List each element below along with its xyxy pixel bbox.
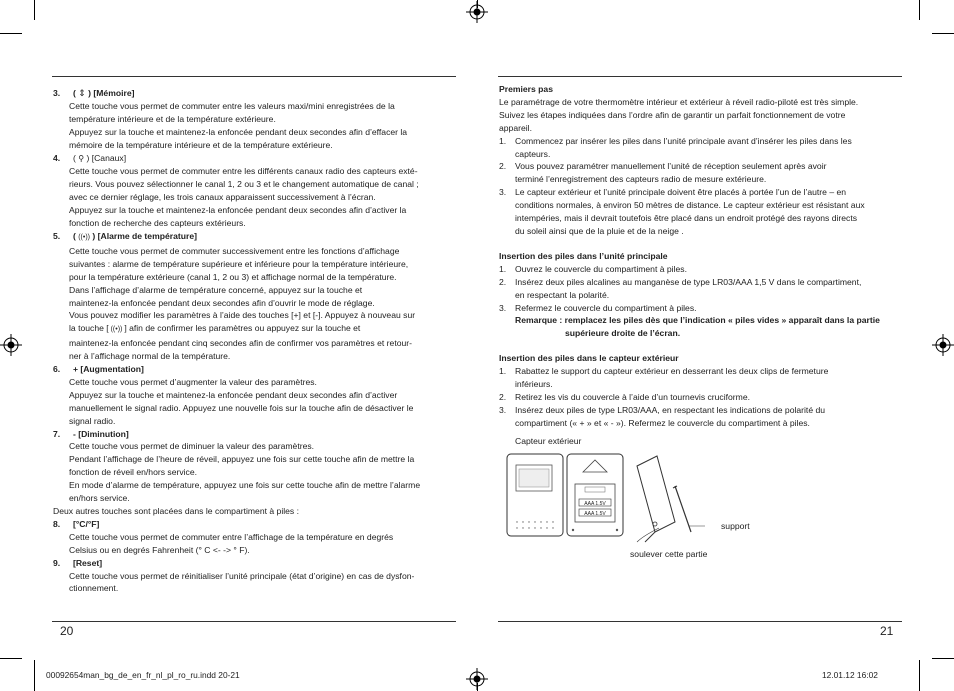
item-title: [Reset] bbox=[72, 557, 103, 568]
sensor-lcd bbox=[519, 469, 549, 487]
item-line: suivantes : alarme de température supérieure et inférieure pour la température intérieure, bbox=[69, 258, 409, 269]
sensor-step-2: 2. Retirez les vis du couvercle à l’aide d’un tournevis cruciforme. bbox=[499, 391, 750, 402]
step-line: en respectant la polarité. bbox=[515, 289, 610, 300]
item-line: ctionnement. bbox=[69, 583, 119, 594]
item-line: Cette touche vous permet de commuter successivement entre les fonctions d’affichage bbox=[69, 245, 400, 256]
intro-line: Suivez les étapes indiquées dans l’ordre afin de garantir un parfait fonctionnement de votre bbox=[499, 109, 846, 120]
item-line: Appuyez sur la touche et maintenez-la enfoncée pendant deux secondes afin d’effacer la bbox=[69, 126, 408, 137]
alarm-bell-icon: ((•)) bbox=[108, 326, 125, 334]
item-line: Cette touche vous permet de diminuer la valeur des paramètres. bbox=[69, 441, 315, 452]
step-line: capteurs. bbox=[515, 148, 551, 159]
step-line: intempéries, mais il devrait toutefois être placé dans un endroit protégé des rayons directs bbox=[515, 213, 858, 224]
step-line: inférieurs. bbox=[515, 379, 553, 390]
support-stand bbox=[675, 486, 691, 532]
item-line: Vous pouvez modifier les paramètres à l’aide des touches [+] et [-]. Appuyez à nouveau sur bbox=[69, 310, 416, 321]
item-5-heading: 5. ( ((•)) ) [Alarme de température] bbox=[53, 230, 197, 241]
footer-date: 12.01.12 16:02 bbox=[822, 670, 878, 680]
section-heading: Insertion des piles dans le capteur extérieur bbox=[499, 353, 679, 364]
item-number: 9. bbox=[53, 557, 61, 568]
intro-line: appareil. bbox=[499, 122, 532, 133]
item-7-heading bbox=[53, 428, 455, 441]
item-line: Cette touche vous permet de commuter entre les différents canaux radio des capteurs exté- bbox=[69, 166, 418, 177]
crop-mark bbox=[0, 33, 22, 34]
battery-label: AAA 1.5V bbox=[584, 510, 606, 517]
left-page-content bbox=[53, 87, 455, 595]
item-number: 6. bbox=[53, 364, 61, 375]
crop-mark bbox=[919, 0, 920, 20]
item-line: avec ce dernier réglage, les trois canaux apparaissent successivement à l’écran. bbox=[69, 192, 376, 203]
item-number: 5. bbox=[53, 230, 61, 241]
step-3: 3. Le capteur extérieur et l’unité principale doivent être placés à portée l’un de l’autre – en bbox=[499, 187, 847, 198]
item-title: - [Diminution] bbox=[72, 428, 129, 439]
registration-mark-icon bbox=[466, 668, 488, 690]
step-line: terminé l’enregistrement des capteurs radio de mesure extérieure. bbox=[515, 174, 767, 185]
updown-arrows-icon: ⇕ bbox=[78, 88, 86, 98]
intro-line: Le paramétrage de votre thermomètre intérieur et extérieur à réveil radio-piloté est très simple. bbox=[499, 96, 859, 107]
crop-mark bbox=[932, 33, 954, 34]
item-title: [Alarme de température] bbox=[97, 230, 197, 241]
item-line: rieurs. Vous pouvez sélectionner le canal 1, 2 ou 3 et le changement automatique de canal ; bbox=[69, 179, 419, 190]
item-line: Cette touche vous permet de commuter entre les valeurs maxi/mini enregistrées de la bbox=[69, 100, 395, 111]
sensor-step-1: 1. Rabattez le support du capteur extérieur en desserrant les deux clips de fermeture bbox=[499, 366, 829, 377]
item-line: Cette touche vous permet de réinitialiser l’unité principale (état d’origine) en cas de dysfon- bbox=[69, 570, 415, 581]
item-line: température intérieure et de la température extérieure. bbox=[69, 113, 276, 124]
item-line: Dans l’affichage d’alarme de température concerné, appuyez sur la touche et bbox=[69, 284, 363, 295]
compartment-intro: Deux autres touches sont placées dans le compartiment à piles : bbox=[53, 506, 300, 516]
registration-mark-icon bbox=[932, 334, 954, 356]
item-line: ner à l’affichage normal de la température. bbox=[69, 351, 231, 362]
item-line: Cette touche vous permet d’augmenter la valeur des paramètres. bbox=[69, 376, 317, 387]
item-title: [Canaux] bbox=[91, 152, 127, 163]
item-title: + [Augmentation] bbox=[72, 364, 144, 375]
crop-mark bbox=[0, 658, 22, 659]
channel-antenna-icon: ⚲ bbox=[78, 153, 85, 163]
section-heading: Insertion des piles dans l’unité principale bbox=[499, 250, 668, 261]
main-step-2: 2. Insérez deux piles alcalines au manganèse de type LR03/AAA 1,5 V dans le compartiment, bbox=[499, 276, 862, 287]
label-lift: soulever cette partie bbox=[630, 549, 708, 559]
bottom-rule bbox=[52, 621, 456, 622]
page-number-left: 20 bbox=[60, 624, 74, 638]
crop-mark bbox=[34, 0, 35, 20]
crop-mark bbox=[34, 660, 35, 691]
page-number-right: 21 bbox=[880, 624, 894, 638]
step-line: compartiment (« + » et « - »). Refermez le couvercle du compartiment à piles. bbox=[515, 417, 810, 428]
item-4-heading: 4. ( ⚲ ) [Canaux] bbox=[53, 152, 127, 163]
registration-mark-icon bbox=[0, 334, 22, 356]
item-line: en/hors service. bbox=[69, 493, 130, 504]
item-line: mémoire de la température intérieure et de la température extérieure. bbox=[69, 139, 333, 150]
item-line: Pendant l’affichage de l’heure de réveil, appuyez une fois sur cette touche afin de mettre la bbox=[69, 454, 415, 465]
sensor-side bbox=[637, 456, 675, 532]
bottom-rule bbox=[498, 621, 902, 622]
item-line: maintenez-la enfoncée pendant cinq secondes afin de confirmer vos paramètres et retour- bbox=[69, 338, 412, 349]
figure-caption: Capteur extérieur bbox=[515, 436, 582, 446]
item-line: En mode d’alarme de température, appuyez une fois sur cette touche afin de mettre l’alarme bbox=[69, 480, 421, 491]
switch-block bbox=[585, 487, 605, 492]
screw-icon bbox=[572, 529, 574, 531]
item-9-heading bbox=[53, 557, 455, 570]
item-title: [Mémoire] bbox=[93, 88, 135, 98]
screw-icon bbox=[616, 529, 618, 531]
outdoor-sensor-figure bbox=[505, 452, 705, 544]
step-2: 2. Vous pouvez paramétrer manuellement l’unité de réception seulement après avoir bbox=[499, 161, 827, 172]
item-line: la touche [ ((•)) ] afin de confirmer les paramètres ou appuyez sur la touche et bbox=[69, 323, 361, 334]
step-line: conditions normales, à environ 50 mètres de distance. Le capteur extérieur est résistant aux bbox=[515, 200, 865, 211]
step-1: 1. Commencez par insérer les piles dans l’unité principale avant d’insérer les piles dans les bbox=[499, 135, 852, 146]
item-line: Celsius ou en degrés Fahrenheit (° C <- -> ° F). bbox=[69, 544, 250, 555]
top-rule bbox=[52, 76, 456, 77]
main-step-1: 1. Ouvrez le couvercle du compartiment à piles. bbox=[499, 263, 687, 274]
label-support: support bbox=[721, 521, 750, 531]
item-line: maintenez-la enfoncée pendant deux secondes afin d’ouvrir le mode de réglage. bbox=[69, 297, 375, 308]
main-step-3: 3. Refermez le couvercle du compartiment à piles. bbox=[499, 302, 697, 313]
battery-label: AAA 1.5V bbox=[584, 500, 606, 507]
item-number: 8. bbox=[53, 518, 61, 529]
item-number: 7. bbox=[53, 428, 61, 439]
side-edge bbox=[645, 532, 655, 542]
item-line: Cette touche vous permet de commuter entre l’affichage de la température en degrés bbox=[69, 531, 394, 542]
item-3-heading: 3. ( ⇕ ) [Mémoire] bbox=[53, 88, 135, 98]
remark-line: Remarque : remplacez les piles dès que l’indication « piles vides » apparaît dans la partie bbox=[515, 315, 880, 326]
item-line: fonction de réveil en/hors service. bbox=[69, 467, 198, 478]
item-line: manuellement le signal radio. Appuyez une nouvelle fois sur la touche afin de désactiver le bbox=[69, 402, 414, 413]
registration-mark-icon bbox=[466, 1, 488, 23]
item-line: signal radio. bbox=[69, 415, 116, 426]
item-number: 4. bbox=[53, 152, 61, 163]
alarm-bell-icon: ((•)) bbox=[78, 233, 90, 241]
item-line: pour la température extérieure (canal 1, 2 ou 3) et affichage normal de la température. bbox=[69, 271, 397, 282]
item-line: fonction de recherche des capteurs extérieurs. bbox=[69, 218, 246, 229]
item-6-heading bbox=[53, 363, 455, 376]
crop-mark bbox=[932, 658, 954, 659]
sensor-step-3: 3. Insérez deux piles de type LR03/AAA, en respectant les indications de polarité du bbox=[499, 404, 826, 415]
footer-filename: 00092654man_bg_de_en_fr_nl_pl_ro_ru.indd 20-21 bbox=[46, 670, 240, 680]
right-page-content bbox=[499, 83, 901, 430]
crop-mark bbox=[919, 660, 920, 691]
item-line: Appuyez sur la touche et maintenez-la enfoncée pendant deux secondes afin d’activer la bbox=[69, 205, 407, 216]
item-title: [°C/°F] bbox=[72, 518, 100, 529]
remark-line: supérieure droite de l’écran. bbox=[565, 328, 681, 339]
step-line: du soleil ainsi que de la pluie et de la neige . bbox=[515, 225, 684, 236]
section-heading: Premiers pas bbox=[499, 84, 553, 94]
top-rule bbox=[498, 76, 902, 77]
item-number: 3. bbox=[53, 88, 61, 98]
item-line: Appuyez sur la touche et maintenez-la enfoncée pendant deux secondes afin d’activer bbox=[69, 389, 398, 400]
item-8-heading bbox=[53, 518, 455, 531]
